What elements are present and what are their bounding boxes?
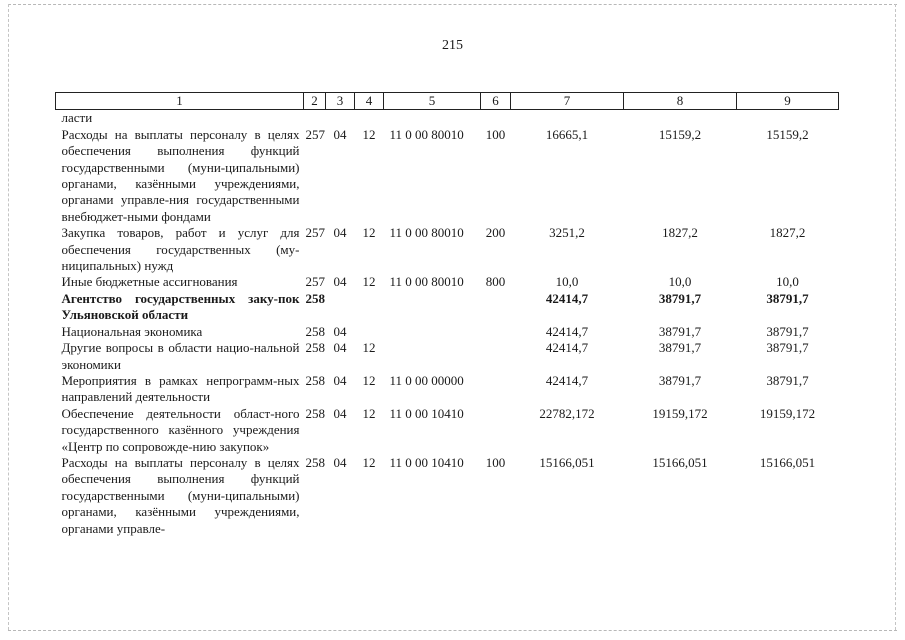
row-section-code: 04 bbox=[333, 372, 347, 388]
row-amount-col9: 15159,2 bbox=[766, 126, 809, 142]
row-amount-col9 bbox=[737, 110, 839, 127]
table-row bbox=[56, 274, 839, 290]
row-ministry-code: 258 bbox=[305, 323, 325, 339]
column-header: 5 bbox=[384, 93, 481, 110]
row-amount-col8: 38791,7 bbox=[658, 290, 702, 306]
row-ministry-code: 258 bbox=[305, 454, 325, 470]
row-amount-col7: 42414,7 bbox=[545, 323, 589, 339]
table-row bbox=[56, 340, 839, 373]
row-amount-col7: 42414,7 bbox=[545, 340, 589, 356]
row-amount-col8: 19159,172 bbox=[652, 405, 708, 421]
row-expense-type bbox=[481, 291, 511, 324]
row-expense-type bbox=[481, 110, 511, 127]
row-target-article: 11 0 00 10410 bbox=[389, 405, 464, 421]
row-amount-col9: 38791,7 bbox=[766, 290, 809, 306]
row-target-article: 11 0 00 80010 bbox=[389, 274, 464, 290]
row-expense-type: 100 bbox=[485, 126, 506, 142]
row-amount-col7: 42414,7 bbox=[545, 290, 589, 306]
row-amount-col9: 38791,7 bbox=[766, 372, 809, 388]
row-target-article bbox=[384, 110, 481, 127]
row-ministry-code: 257 bbox=[305, 126, 325, 142]
row-section-code: 04 bbox=[333, 225, 347, 241]
row-description: Агентство государственных заку-пок Ульяновской области bbox=[61, 290, 300, 323]
table-row bbox=[56, 127, 839, 225]
page-number: 215 bbox=[442, 38, 463, 53]
row-description: Обеспечение деятельности област-ного государственного казённого учреждения «Центр по сопровожде-нию закупок» bbox=[61, 405, 300, 454]
row-subsection-code: 12 bbox=[362, 372, 376, 388]
row-expense-type: 200 bbox=[485, 225, 506, 241]
row-amount-col8: 15159,2 bbox=[658, 126, 702, 142]
row-section-code: 04 bbox=[333, 323, 347, 339]
row-expense-type bbox=[481, 406, 511, 455]
row-expense-type bbox=[481, 373, 511, 406]
row-subsection-code: 12 bbox=[362, 405, 376, 421]
row-section-code: 04 bbox=[333, 454, 347, 470]
row-amount-col8: 1827,2 bbox=[662, 225, 698, 241]
column-header: 7 bbox=[511, 93, 624, 110]
table-row bbox=[56, 373, 839, 406]
row-subsection-code: 12 bbox=[362, 126, 376, 142]
row-ministry-code: 257 bbox=[305, 225, 325, 241]
row-amount-col8: 38791,7 bbox=[658, 340, 702, 356]
row-subsection-code: 12 bbox=[362, 225, 376, 241]
row-ministry-code: 258 bbox=[305, 405, 325, 421]
row-description: Национальная экономика bbox=[61, 323, 203, 339]
page-edge-left bbox=[8, 4, 9, 630]
row-target-article: 11 0 00 80010 bbox=[389, 126, 464, 142]
row-amount-col8: 38791,7 bbox=[658, 323, 702, 339]
row-ministry-code: 258 bbox=[305, 340, 325, 356]
row-amount-col7: 3251,2 bbox=[549, 225, 585, 241]
row-subsection-code: 12 bbox=[362, 340, 376, 356]
column-header: 6 bbox=[481, 93, 511, 110]
table-row bbox=[56, 455, 839, 537]
row-subsection-code bbox=[355, 291, 384, 324]
page-edge-bottom bbox=[8, 630, 897, 631]
row-target-article: 11 0 00 00000 bbox=[389, 372, 464, 388]
row-description: Другие вопросы в области нацио-нальной экономики bbox=[61, 340, 300, 372]
table-row bbox=[56, 324, 839, 340]
row-description: Расходы на выплаты персоналу в целях обеспечения выполнения функций государственными (муни-ципальными) органами, казёнными учреждениями, органами управле- bbox=[61, 454, 300, 536]
row-amount-col8: 38791,7 bbox=[658, 372, 702, 388]
row-target-article bbox=[384, 291, 481, 324]
column-header: 1 bbox=[56, 93, 304, 110]
page-edge-right bbox=[895, 4, 896, 630]
row-description: Расходы на выплаты персоналу в целях обеспечения выполнения функций государственными (муни-ципальными) органами, казёнными учреждениями, органами управле-ния государственными внебюджет-ными фондами bbox=[61, 126, 300, 224]
column-header: 8 bbox=[624, 93, 737, 110]
row-amount-col9: 38791,7 bbox=[766, 323, 809, 339]
row-section-code: 04 bbox=[333, 340, 347, 356]
row-section-code bbox=[326, 110, 355, 127]
row-amount-col7: 42414,7 bbox=[545, 372, 589, 388]
row-amount-col8 bbox=[624, 110, 737, 127]
row-description: ласти bbox=[61, 110, 93, 126]
column-header: 9 bbox=[737, 93, 839, 110]
row-section-code bbox=[326, 291, 355, 324]
row-expense-type bbox=[481, 324, 511, 340]
row-description: Иные бюджетные ассигнования bbox=[61, 274, 238, 290]
row-subsection-code bbox=[355, 110, 384, 127]
column-header: 2 bbox=[304, 93, 326, 110]
row-amount-col9: 19159,172 bbox=[759, 405, 816, 421]
page-edge-top bbox=[8, 4, 897, 5]
row-amount-col9: 10,0 bbox=[776, 274, 799, 290]
table-header-row bbox=[56, 93, 839, 110]
row-expense-type: 100 bbox=[485, 454, 506, 470]
table-body bbox=[56, 110, 839, 537]
row-amount-col7: 16665,1 bbox=[545, 126, 589, 142]
row-amount-col9: 15166,051 bbox=[759, 454, 816, 470]
row-section-code: 04 bbox=[333, 126, 347, 142]
row-description: Закупка товаров, работ и услуг для обеспечения государственных (му-ниципальных) нужд bbox=[61, 225, 300, 274]
row-ministry-code: 258 bbox=[305, 290, 325, 306]
column-header: 4 bbox=[355, 93, 384, 110]
row-expense-type: 800 bbox=[485, 274, 506, 290]
row-ministry-code: 257 bbox=[305, 274, 325, 290]
table-row bbox=[56, 406, 839, 455]
column-header: 3 bbox=[326, 93, 355, 110]
budget-table bbox=[55, 92, 839, 537]
row-amount-col9: 38791,7 bbox=[766, 340, 809, 356]
row-ministry-code bbox=[304, 110, 326, 127]
row-amount-col9: 1827,2 bbox=[769, 225, 806, 241]
row-subsection-code: 12 bbox=[362, 274, 376, 290]
row-target-article: 11 0 00 80010 bbox=[389, 225, 464, 241]
row-target-article: 11 0 00 10410 bbox=[389, 454, 464, 470]
row-target-article bbox=[384, 324, 481, 340]
row-ministry-code: 258 bbox=[305, 372, 325, 388]
row-section-code: 04 bbox=[333, 405, 347, 421]
row-target-article bbox=[384, 340, 481, 373]
row-amount-col8: 15166,051 bbox=[652, 454, 708, 470]
row-amount-col7: 10,0 bbox=[555, 274, 579, 290]
row-amount-col7: 22782,172 bbox=[539, 405, 595, 421]
row-amount-col8: 10,0 bbox=[668, 274, 692, 290]
row-section-code: 04 bbox=[333, 274, 347, 290]
row-expense-type bbox=[481, 340, 511, 373]
row-subsection-code: 12 bbox=[362, 454, 376, 470]
row-subsection-code bbox=[355, 324, 384, 340]
table-row bbox=[56, 225, 839, 274]
row-amount-col7 bbox=[511, 110, 624, 127]
row-description: Мероприятия в рамках непрограмм-ных направлений деятельности bbox=[61, 372, 300, 405]
table-row bbox=[56, 291, 839, 324]
row-amount-col7: 15166,051 bbox=[539, 454, 595, 470]
table-row bbox=[56, 110, 839, 127]
